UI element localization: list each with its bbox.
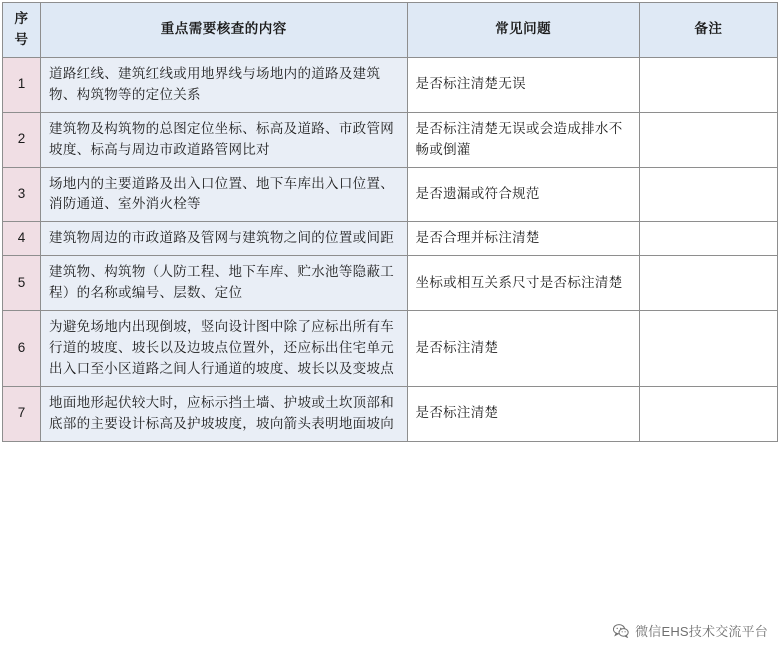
row-remark: [639, 167, 777, 222]
wechat-icon: [613, 624, 629, 638]
row-number: 4: [3, 222, 41, 256]
row-number: 2: [3, 112, 41, 167]
watermark: [613, 621, 768, 640]
row-number: 1: [3, 57, 41, 112]
row-main-content: 建筑物及构筑物的总图定位坐标、标高及道路、市政管网坡度、标高与周边市政道路管网比对: [41, 112, 407, 167]
row-common-issue: 是否标注清楚: [407, 386, 639, 441]
checklist-table: [2, 2, 778, 442]
table-body: [3, 57, 778, 441]
header-no: 序号: [3, 3, 41, 58]
row-common-issue: 是否遗漏或符合规范: [407, 167, 639, 222]
row-remark: [639, 311, 777, 387]
table-row: [3, 256, 778, 311]
header-common-issues: 常见问题: [407, 3, 639, 58]
table-row: [3, 386, 778, 441]
row-number: 5: [3, 256, 41, 311]
row-number: 7: [3, 386, 41, 441]
row-remark: [639, 256, 777, 311]
row-common-issue: 是否标注清楚无误: [407, 57, 639, 112]
header-main-content: 重点需要核查的内容: [41, 3, 407, 58]
table-row: [3, 112, 778, 167]
document-page: [0, 2, 780, 654]
watermark-text: 微信EHS技术交流平台: [635, 624, 768, 639]
table-row: [3, 222, 778, 256]
row-remark: [639, 222, 777, 256]
table-header: [3, 3, 778, 58]
row-remark: [639, 57, 777, 112]
header-row: [3, 3, 778, 58]
row-remark: [639, 386, 777, 441]
row-number: 3: [3, 167, 41, 222]
row-main-content: 场地内的主要道路及出入口位置、地下车库出入口位置、消防通道、室外消火栓等: [41, 167, 407, 222]
row-main-content: 地面地形起伏较大时，应标示挡土墙、护坡或土坎顶部和底部的主要设计标高及护坡坡度，坡向箭头表明地面坡向: [41, 386, 407, 441]
row-main-content: 为避免场地内出现倒坡，竖向设计图中除了应标出所有车行道的坡度、坡长以及边坡点位置外，还应标出住宅单元出入口至小区道路之间人行通道的坡度、坡长以及变坡点: [41, 311, 407, 387]
row-remark: [639, 112, 777, 167]
row-common-issue: 是否标注清楚无误或会造成排水不畅或倒灌: [407, 112, 639, 167]
table-row: [3, 311, 778, 387]
row-main-content: 道路红线、建筑红线或用地界线与场地内的道路及建筑物、构筑物等的定位关系: [41, 57, 407, 112]
header-remarks: 备注: [639, 3, 777, 58]
row-main-content: 建筑物周边的市政道路及管网与建筑物之间的位置或间距: [41, 222, 407, 256]
table-row: [3, 57, 778, 112]
row-number: 6: [3, 311, 41, 387]
row-common-issue: 是否合理并标注清楚: [407, 222, 639, 256]
row-common-issue: 是否标注清楚: [407, 311, 639, 387]
table-row: [3, 167, 778, 222]
row-main-content: 建筑物、构筑物（人防工程、地下车库、贮水池等隐蔽工程）的名称或编号、层数、定位: [41, 256, 407, 311]
row-common-issue: 坐标或相互关系尺寸是否标注清楚: [407, 256, 639, 311]
